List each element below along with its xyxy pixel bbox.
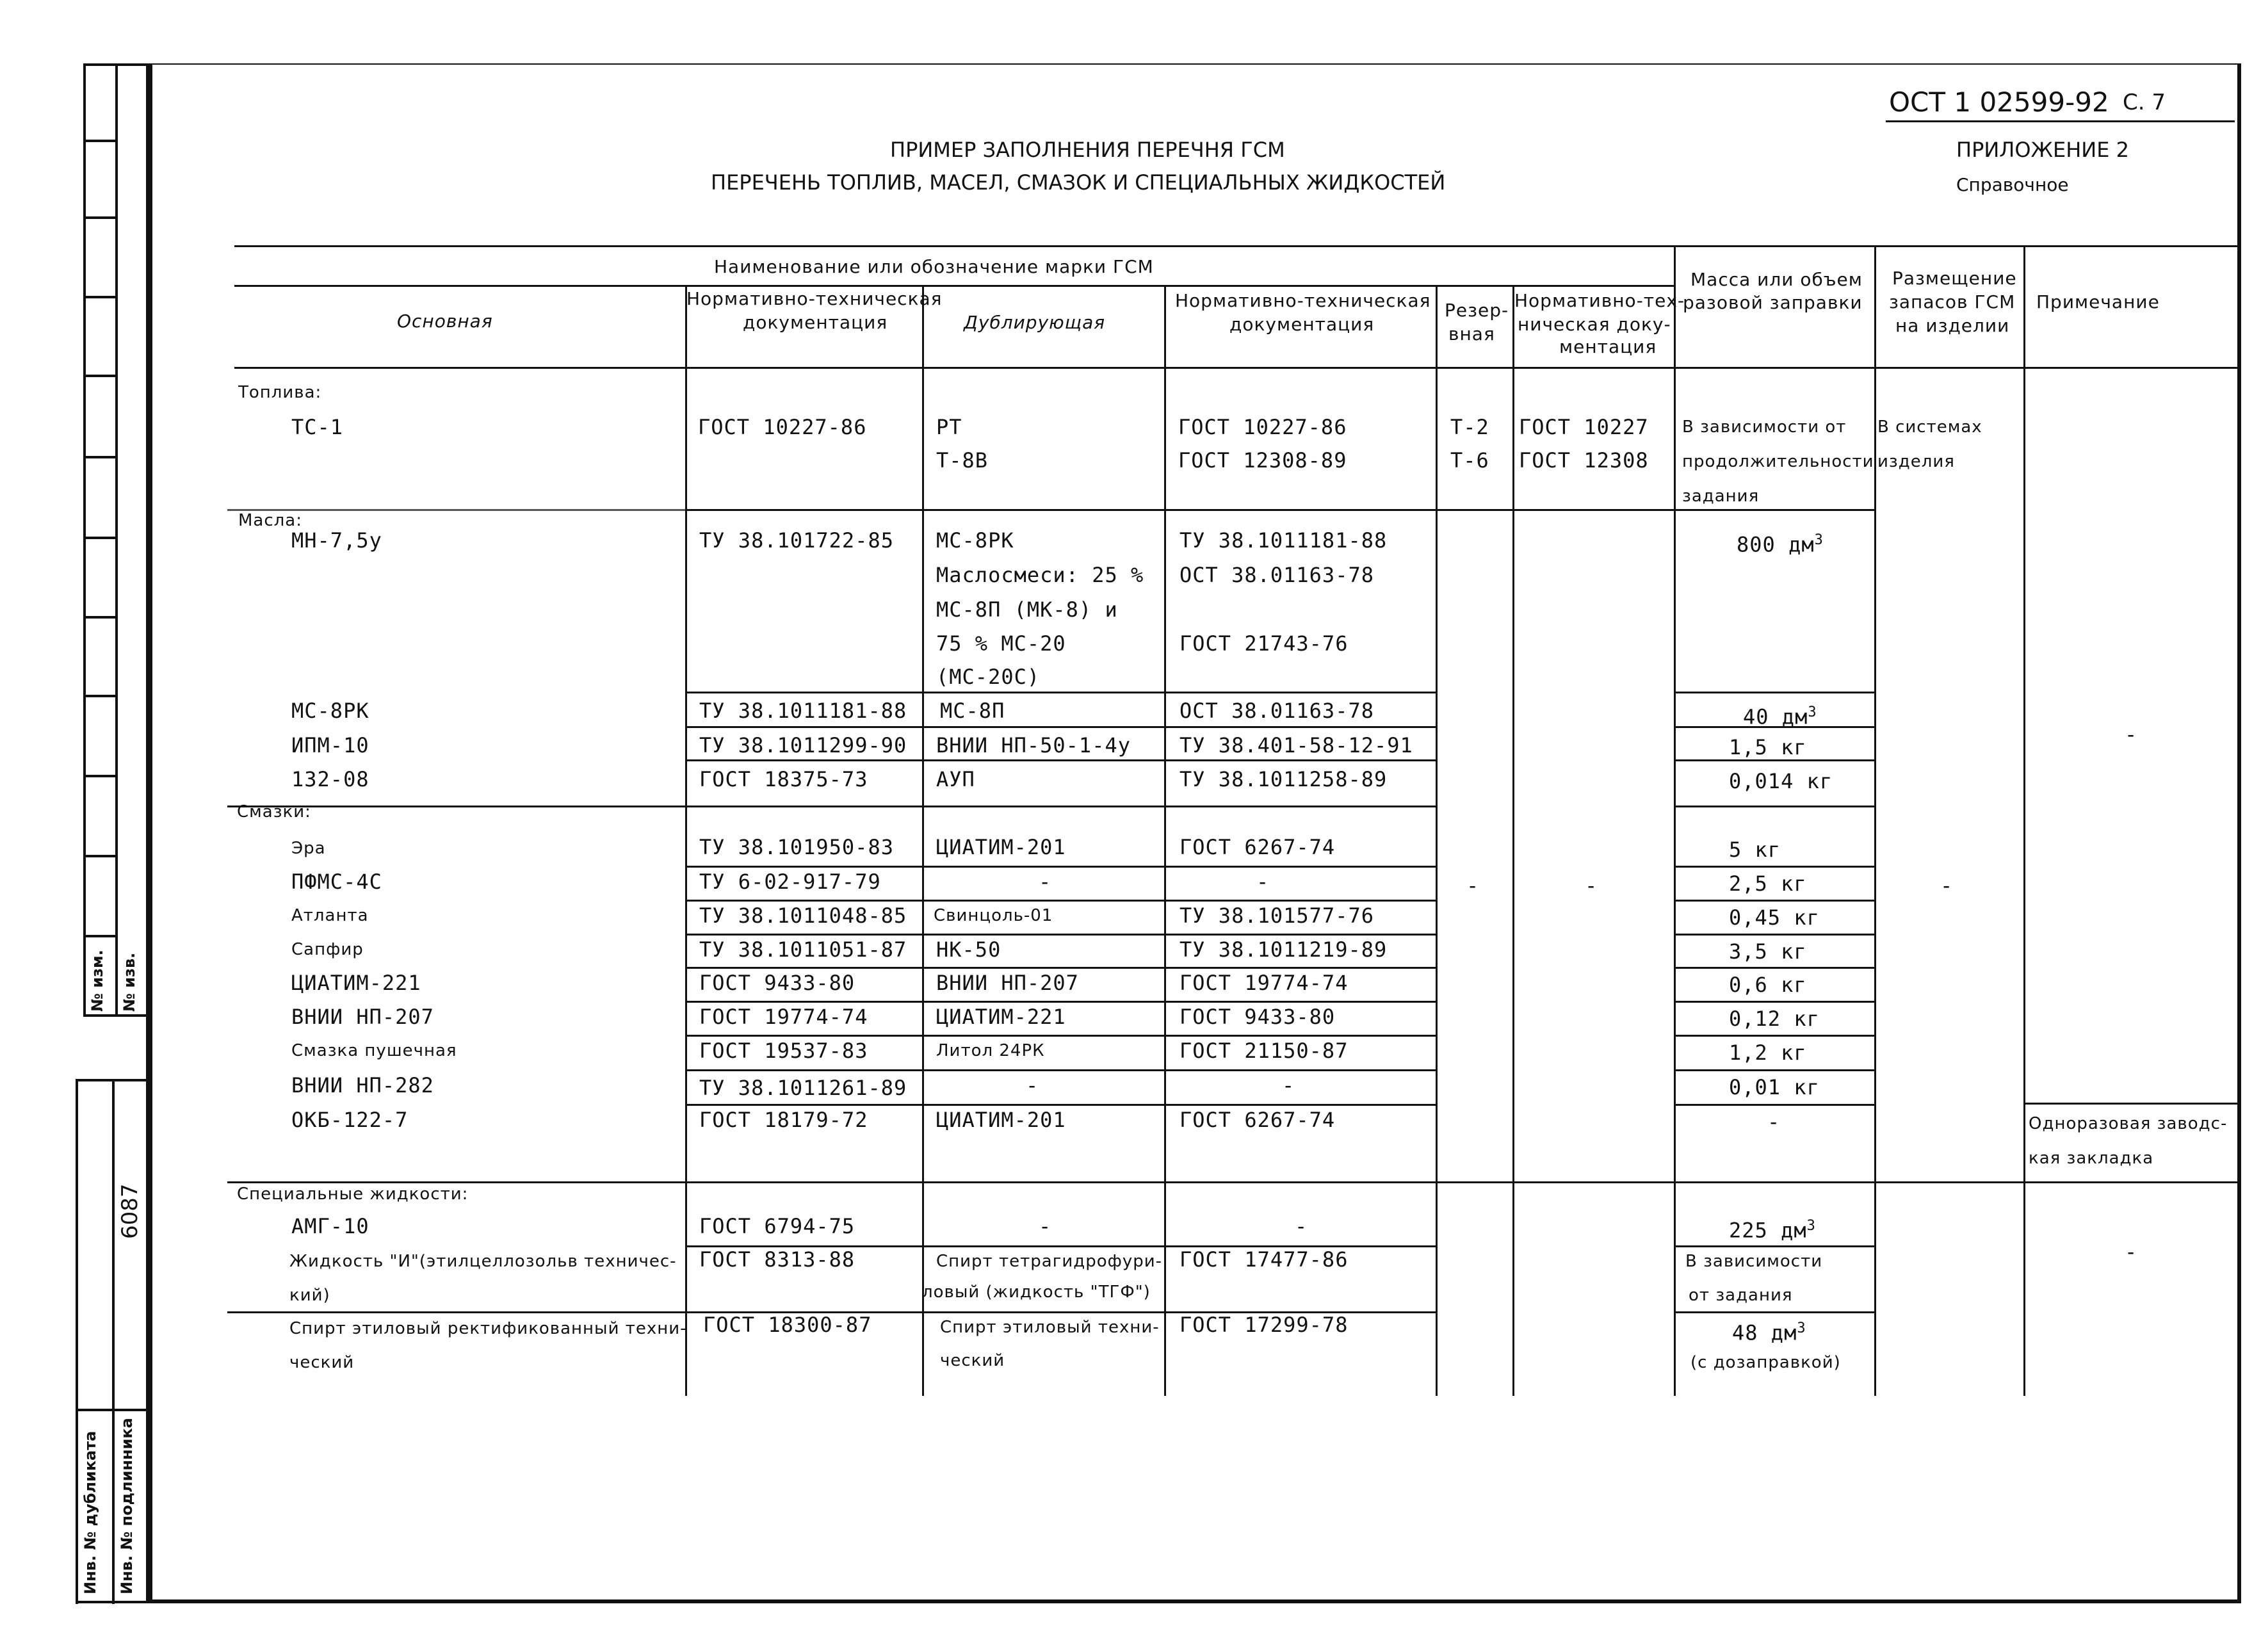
row-pushech-name: Смазка пушечная xyxy=(291,1041,457,1060)
row-spirt-name2: ческий xyxy=(289,1353,355,1372)
appendix-label: ПРИЛОЖЕНИЕ 2 xyxy=(1956,138,2129,162)
header-mass-a: Масса или объем xyxy=(1690,269,1863,290)
row-ts1-ntdb2: ГОСТ 12308-89 xyxy=(1178,448,1347,473)
header-main: Основная xyxy=(397,311,493,332)
row-amg-ntdb: - xyxy=(1295,1214,1308,1238)
row-era-dub: ЦИАТИМ-201 xyxy=(936,835,1066,859)
stamp-dub-label: Инв. № дубликата xyxy=(81,1430,99,1594)
section-fluids: Специальные жидкости: xyxy=(237,1185,469,1204)
row-mn75-ntdb3: ГОСТ 21743-76 xyxy=(1179,631,1349,656)
row-spirt-mass1 xyxy=(1732,1311,1806,1350)
row-zhidk-dub1: Спирт тетрагидрофури- xyxy=(936,1252,1163,1271)
row-vnii207-ntdb: ГОСТ 9433-80 xyxy=(1179,1005,1336,1029)
row-ts1-ntdb1: ГОСТ 10227-86 xyxy=(1178,415,1347,439)
row-spirt-mass1-value: 48 дм xyxy=(1732,1320,1797,1345)
row-vnii207-dub: ЦИАТИМ-221 xyxy=(936,1005,1066,1029)
row-13208-ntdb: ТУ 38.1011258-89 xyxy=(1179,767,1388,791)
row-era-mass: 5 кг xyxy=(1729,838,1781,862)
row-ipm10-ntd: ТУ 38.1011299-90 xyxy=(699,733,907,757)
row-ipm10-name: ИПМ-10 xyxy=(291,733,369,757)
row-sapfir-name: Сапфир xyxy=(291,940,364,959)
row-vnii207-ntd: ГОСТ 19774-74 xyxy=(699,1005,868,1029)
row-mn75-dub4: 75 % МС-20 xyxy=(936,631,1066,656)
stamp-podl-label: Инв. № подлинника xyxy=(118,1418,136,1594)
row-spirt-ntd: ГОСТ 18300-87 xyxy=(703,1313,872,1337)
row-ts1-mass1: В зависимости от xyxy=(1682,417,1847,437)
row-zhidk-mass1: В зависимости xyxy=(1685,1252,1823,1271)
row-mn75-ntdb2: ОСТ 38.01163-78 xyxy=(1179,563,1374,587)
row-sapfir-ntdb: ТУ 38.1011219-89 xyxy=(1179,937,1388,962)
header-ntd-2b: документация xyxy=(1229,314,1375,335)
header-place-a: Размещение xyxy=(1892,268,2017,289)
page-title-2: ПЕРЕЧЕНЬ ТОПЛИВ, МАСЕЛ, СМАЗОК И СПЕЦИАЛЬНЫХ ЖИДКОСТЕЙ xyxy=(711,170,1446,195)
row-pushech-ntdb: ГОСТ 21150-87 xyxy=(1179,1039,1349,1063)
row-mn75-ntdb1: ТУ 38.1011181-88 xyxy=(1179,528,1388,553)
row-ts1-ntdc2: ГОСТ 12308 xyxy=(1519,448,1649,473)
header-ntd-1a: Нормативно-техническая xyxy=(686,288,943,309)
section-fuels: Топлива: xyxy=(238,383,322,402)
row-vnii282-name: ВНИИ НП-282 xyxy=(291,1073,434,1097)
row-ts1-res2: Т-6 xyxy=(1450,448,1489,473)
row-amg-mass-value: 225 дм xyxy=(1729,1218,1807,1243)
note-dash-b: - xyxy=(2125,1240,2138,1264)
row-era-ntd: ТУ 38.101950-83 xyxy=(699,835,894,859)
row-ms8rk-mass-value: 40 дм xyxy=(1743,704,1808,729)
header-ntd-3b: ническая доку- xyxy=(1518,314,1671,335)
row-spirt-mass1-sup: 3 xyxy=(1797,1320,1806,1336)
row-zhidk-name2: кий) xyxy=(289,1286,330,1305)
row-13208-ntd: ГОСТ 18375-73 xyxy=(699,767,868,791)
row-mn75-mass xyxy=(1737,523,1824,562)
row-ms8rk-name: МС-8РК xyxy=(291,699,369,723)
code-underline xyxy=(1886,120,2235,122)
row-mn75-ntd: ТУ 38.101722-85 xyxy=(699,528,894,553)
header-ntd-2a: Нормативно-техническая xyxy=(1175,290,1431,311)
row-vnii207-name: ВНИИ НП-207 xyxy=(291,1005,434,1029)
page-number: С. 7 xyxy=(2123,90,2166,115)
row-mn75-dub3: МС-8П (МК-8) и xyxy=(936,597,1118,622)
row-ciatim221-name: ЦИАТИМ-221 xyxy=(291,971,421,995)
row-ts1-dub1: РТ xyxy=(936,415,962,439)
row-spirt-mass2: (с дозаправкой) xyxy=(1690,1353,1841,1372)
row-ms8rk-dub: МС-8П xyxy=(940,699,1005,723)
row-13208-name: 132-08 xyxy=(291,767,369,791)
row-mn75-dub1: МС-8РК xyxy=(936,528,1014,553)
row-pfms-ntdb: - xyxy=(1256,870,1270,894)
row-ipm10-dub: ВНИИ НП-50-1-4у xyxy=(936,733,1131,757)
stamp-izv-label: № изв. xyxy=(120,952,138,1012)
header-ntd-1b: документация xyxy=(743,312,888,333)
row-ts1-name: ТС-1 xyxy=(291,415,344,439)
header-dub: Дублирующая xyxy=(964,312,1106,333)
row-sapfir-dub: НК-50 xyxy=(936,937,1001,962)
header-group: Наименование или обозначение марки ГСМ xyxy=(714,256,1154,277)
row-ts1-ntd: ГОСТ 10227-86 xyxy=(698,415,867,439)
row-ipm10-mass: 1,5 кг xyxy=(1729,735,1807,759)
row-ts1-res1: Т-2 xyxy=(1450,415,1489,439)
appendix-note: Справочное xyxy=(1956,174,2069,195)
res-dash: - xyxy=(1466,873,1480,898)
row-pushech-dub: Литол 24РК xyxy=(936,1041,1045,1060)
row-amg-name: АМГ-10 xyxy=(291,1214,369,1238)
note-dash-a: - xyxy=(2125,722,2138,747)
row-mn75-mass-sup: 3 xyxy=(1814,532,1824,548)
header-res-a: Резер- xyxy=(1445,300,1509,321)
row-sapfir-ntd: ТУ 38.1011051-87 xyxy=(699,937,907,962)
ntdc-dash: - xyxy=(1585,873,1598,898)
row-atlanta-ntd: ТУ 38.1011048-85 xyxy=(699,903,907,928)
row-zhidk-dub2: ловый (жидкость "ТГФ") xyxy=(922,1283,1151,1302)
row-ciatim221-dub: ВНИИ НП-207 xyxy=(936,971,1079,995)
row-mn75-name: МН-7,5у xyxy=(291,528,382,553)
header-mass-b: разовой заправки xyxy=(1683,292,1863,313)
row-vnii282-ntd: ТУ 38.1011261-89 xyxy=(699,1076,907,1100)
row-ms8rk-ntd: ТУ 38.1011181-88 xyxy=(699,699,907,723)
row-mn75-dub5: (МС-20С) xyxy=(936,665,1041,689)
row-mn75-dub2: Маслосмеси: 25 % xyxy=(936,563,1144,587)
row-spirt-dub1: Спирт этиловый техни- xyxy=(940,1318,1160,1337)
row-okb-name: ОКБ-122-7 xyxy=(291,1108,409,1132)
row-ts1-mass2: продолжительности xyxy=(1682,452,1874,471)
row-amg-ntd: ГОСТ 6794-75 xyxy=(699,1214,855,1238)
row-sapfir-mass: 3,5 кг xyxy=(1729,939,1807,964)
row-okb-note2: кая закладка xyxy=(2029,1149,2154,1168)
row-ts1-mass3: задания xyxy=(1682,487,1760,506)
row-13208-mass: 0,014 кг xyxy=(1729,769,1833,793)
row-atlanta-name: Атланта xyxy=(291,906,369,925)
row-ts1-place1: В системах xyxy=(1877,417,1982,437)
row-pfms-ntd: ТУ 6-02-917-79 xyxy=(699,870,881,894)
row-pushech-mass: 1,2 кг xyxy=(1729,1041,1807,1065)
section-greases: Смазки: xyxy=(237,802,311,822)
row-zhidk-mass2: от задания xyxy=(1689,1286,1793,1305)
row-zhidk-ntdb: ГОСТ 17477-86 xyxy=(1179,1247,1349,1272)
row-amg-mass xyxy=(1729,1209,1816,1248)
row-pfms-name: ПФМС-4С xyxy=(291,870,382,894)
row-ms8rk-ntdb: ОСТ 38.01163-78 xyxy=(1179,699,1374,723)
row-okb-mass: - xyxy=(1767,1110,1781,1134)
row-okb-note1: Одноразовая заводс- xyxy=(2029,1114,2228,1133)
row-atlanta-mass: 0,45 кг xyxy=(1729,905,1820,930)
header-note: Примечание xyxy=(2036,291,2160,312)
row-era-name: Эра xyxy=(291,839,326,858)
row-atlanta-dub: Свинцоль-01 xyxy=(934,906,1053,925)
row-spirt-ntdb: ГОСТ 17299-78 xyxy=(1179,1313,1349,1337)
stamp-izm-label: № изм. xyxy=(88,950,106,1012)
row-okb-ntd: ГОСТ 18179-72 xyxy=(699,1108,868,1132)
row-vnii207-mass: 0,12 кг xyxy=(1729,1007,1820,1031)
row-atlanta-ntdb: ТУ 38.101577-76 xyxy=(1179,903,1374,928)
row-vnii282-mass: 0,01 кг xyxy=(1729,1075,1820,1099)
page-title-1: ПРИМЕР ЗАПОЛНЕНИЯ ПЕРЕЧНЯ ГСМ xyxy=(890,138,1285,162)
row-amg-dub: - xyxy=(1039,1214,1052,1238)
place-dash: - xyxy=(1940,873,1954,898)
row-ms8rk-mass xyxy=(1743,695,1817,734)
document-code: ОСТ 1 02599-92 xyxy=(1889,86,2109,118)
row-ciatim221-mass: 0,6 кг xyxy=(1729,973,1807,997)
row-zhidk-ntd: ГОСТ 8313-88 xyxy=(699,1247,855,1272)
row-era-ntdb: ГОСТ 6267-74 xyxy=(1179,835,1336,859)
row-okb-dub: ЦИАТИМ-201 xyxy=(936,1108,1066,1132)
header-place-b: запасов ГСМ xyxy=(1889,291,2016,312)
row-spirt-dub2: ческий xyxy=(940,1351,1005,1370)
stamp-inv-number: 6087 xyxy=(117,1183,143,1239)
row-ipm10-ntdb: ТУ 38.401-58-12-91 xyxy=(1179,733,1413,757)
row-vnii282-dub: - xyxy=(1026,1073,1039,1097)
row-ts1-dub2: Т-8В xyxy=(936,448,989,473)
row-vnii282-ntdb: - xyxy=(1282,1073,1295,1097)
row-okb-ntdb: ГОСТ 6267-74 xyxy=(1179,1108,1336,1132)
row-zhidk-name1: Жидкость "И"(этилцеллозольв техничес- xyxy=(289,1252,677,1271)
header-place-c: на изделии xyxy=(1895,315,2010,336)
row-ms8rk-mass-sup: 3 xyxy=(1808,704,1817,720)
header-ntd-3a: Нормативно-тех- xyxy=(1514,290,1685,311)
header-ntd-3c: ментация xyxy=(1559,336,1657,357)
row-pfms-mass: 2,5 кг xyxy=(1729,871,1807,896)
row-13208-dub: АУП xyxy=(936,767,975,791)
row-pfms-dub: - xyxy=(1039,870,1052,894)
row-spirt-name1: Спирт этиловый ректификованный техни- xyxy=(289,1319,687,1338)
row-pushech-ntd: ГОСТ 19537-83 xyxy=(699,1039,868,1063)
row-ciatim221-ntdb: ГОСТ 19774-74 xyxy=(1179,971,1349,995)
row-ts1-ntdc1: ГОСТ 10227 xyxy=(1519,415,1649,439)
row-amg-mass-sup: 3 xyxy=(1806,1218,1816,1234)
section-oils: Масла: xyxy=(238,511,302,530)
row-ts1-place2: изделия xyxy=(1877,452,1955,471)
row-ciatim221-ntd: ГОСТ 9433-80 xyxy=(699,971,855,995)
header-res-b: вная xyxy=(1448,323,1495,344)
row-mn75-mass-value: 800 дм xyxy=(1737,532,1815,557)
